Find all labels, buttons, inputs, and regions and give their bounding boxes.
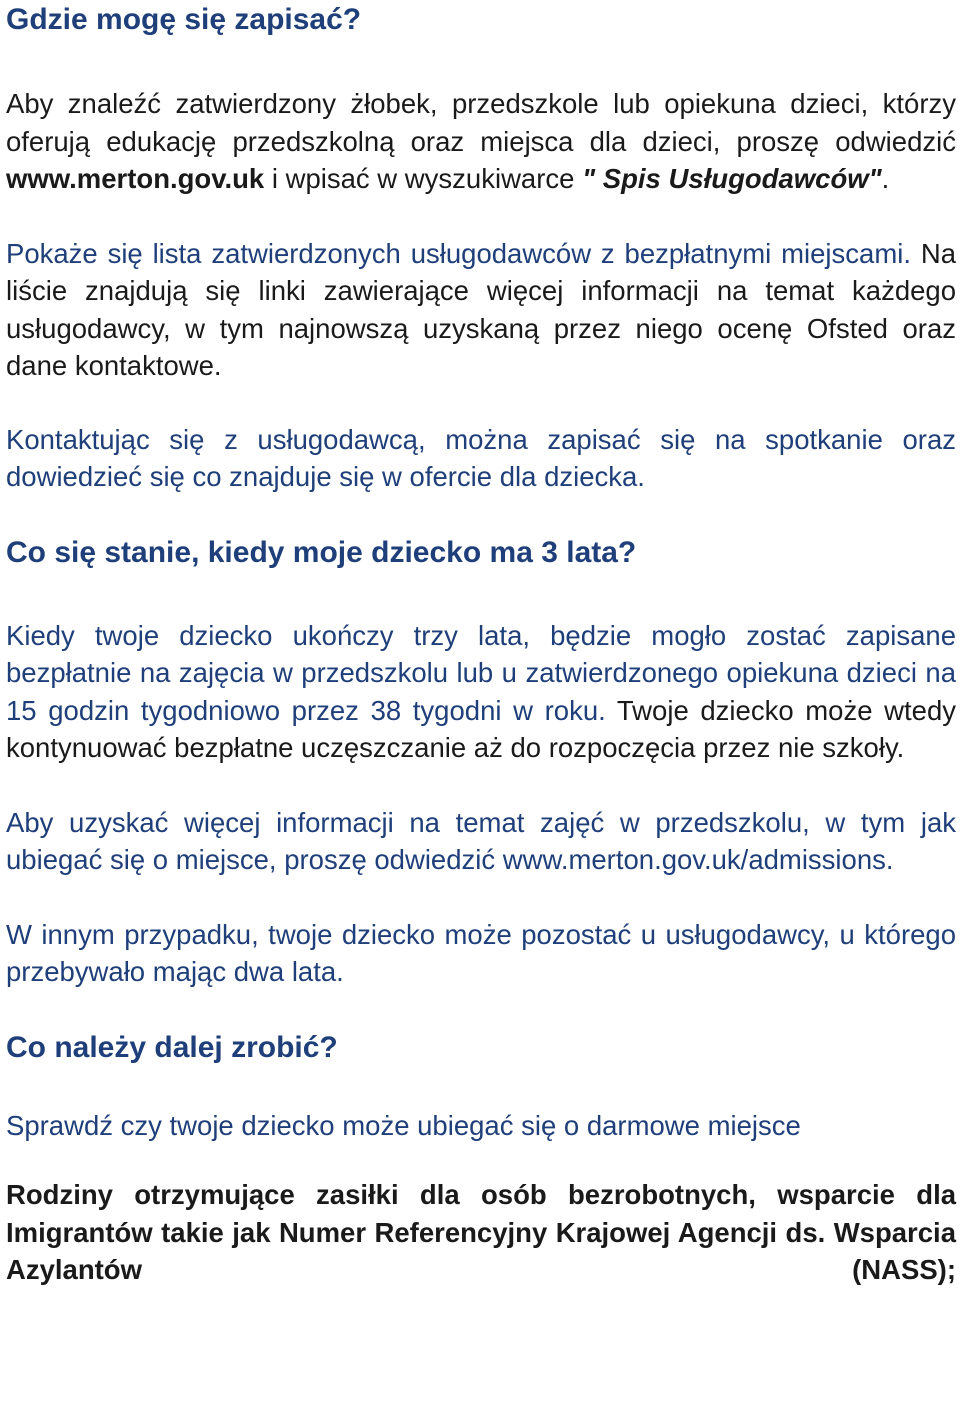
merton-website-link[interactable]: www.merton.gov.uk bbox=[6, 163, 265, 194]
paragraph-other-case: W innym przypadku, twoje dziecko może pozostać u usługodawcy, u którego przebywało mając dwa lata. bbox=[6, 918, 956, 987]
paragraph-free-sessions bbox=[6, 617, 956, 767]
paragraph-text-highlight: Pokaże się lista zatwierdzonych usługodawców z bezpłatnymi miejscami. bbox=[6, 237, 911, 269]
paragraph-eligible-families: Rodziny otrzymujące zasiłki dla osób bezrobotnych, wsparcie dla Imigrantów takie jak Numer Referencyjny Krajowej Agencji ds. Wsparcia Azylantów (NASS); bbox=[6, 1179, 956, 1285]
paragraph-text: . bbox=[881, 163, 890, 194]
paragraph-text-highlight: Kiedy twoje dziecko ukończy trzy lata, będzie mogło zostać zapisane bezpłatnie na zajęcia w przedszkolu lub u zatwierdzonego opiekuna dzieci na 15 godzin tygodniowo przez 38 tygodni w roku. bbox=[6, 619, 956, 726]
paragraph-text: Na liście znajdują się linki zawierające więcej informacji na temat każdego usługodawcy, w tym najnowszą uzyskaną przez niego ocenę Ofsted oraz dane kontaktowe. bbox=[6, 237, 956, 381]
paragraph-text: i wpisać w wyszukiwarce bbox=[264, 163, 583, 194]
heading-child-age-three: Co się stanie, kiedy moje dziecko ma 3 lata? bbox=[6, 535, 637, 569]
heading-where-to-enrol: Gdzie mogę się zapisać? bbox=[6, 3, 362, 36]
paragraph-text: Aby znaleźć zatwierdzony żłobek, przedszkole lub opiekuna dzieci, którzy oferują edukację przedszkolną oraz miejsca dla dzieci, proszę odwiedzić bbox=[6, 88, 956, 157]
paragraph-admissions-info: Aby uzyskać więcej informacji na temat zajęć w przedszkolu, w tym jak ubiegać się o miejsce, proszę odwiedzić www.merton.gov.uk/admissions. bbox=[6, 806, 956, 875]
paragraph-check-eligibility: Sprawdź czy twoje dziecko może ubiegać się o darmowe miejsce bbox=[6, 1109, 801, 1141]
document-page bbox=[6, 0, 956, 1289]
paragraph-contact-provider: Kontaktując się z usługodawcą, można zapisać się na spotkanie oraz dowiedzieć się co znajduje się w ofercie dla dziecka. bbox=[6, 423, 956, 492]
paragraph-find-provider bbox=[6, 85, 956, 198]
heading-next-steps: Co należy dalej zrobić? bbox=[6, 1030, 338, 1064]
search-term-text: " Spis Usługodawców" bbox=[582, 163, 882, 194]
paragraph-provider-list bbox=[6, 235, 956, 385]
paragraph-text: Twoje dziecko może wtedy kontynuować bezpłatne uczęszczanie aż do rozpoczęcia przez nie szkoły. bbox=[6, 694, 956, 763]
